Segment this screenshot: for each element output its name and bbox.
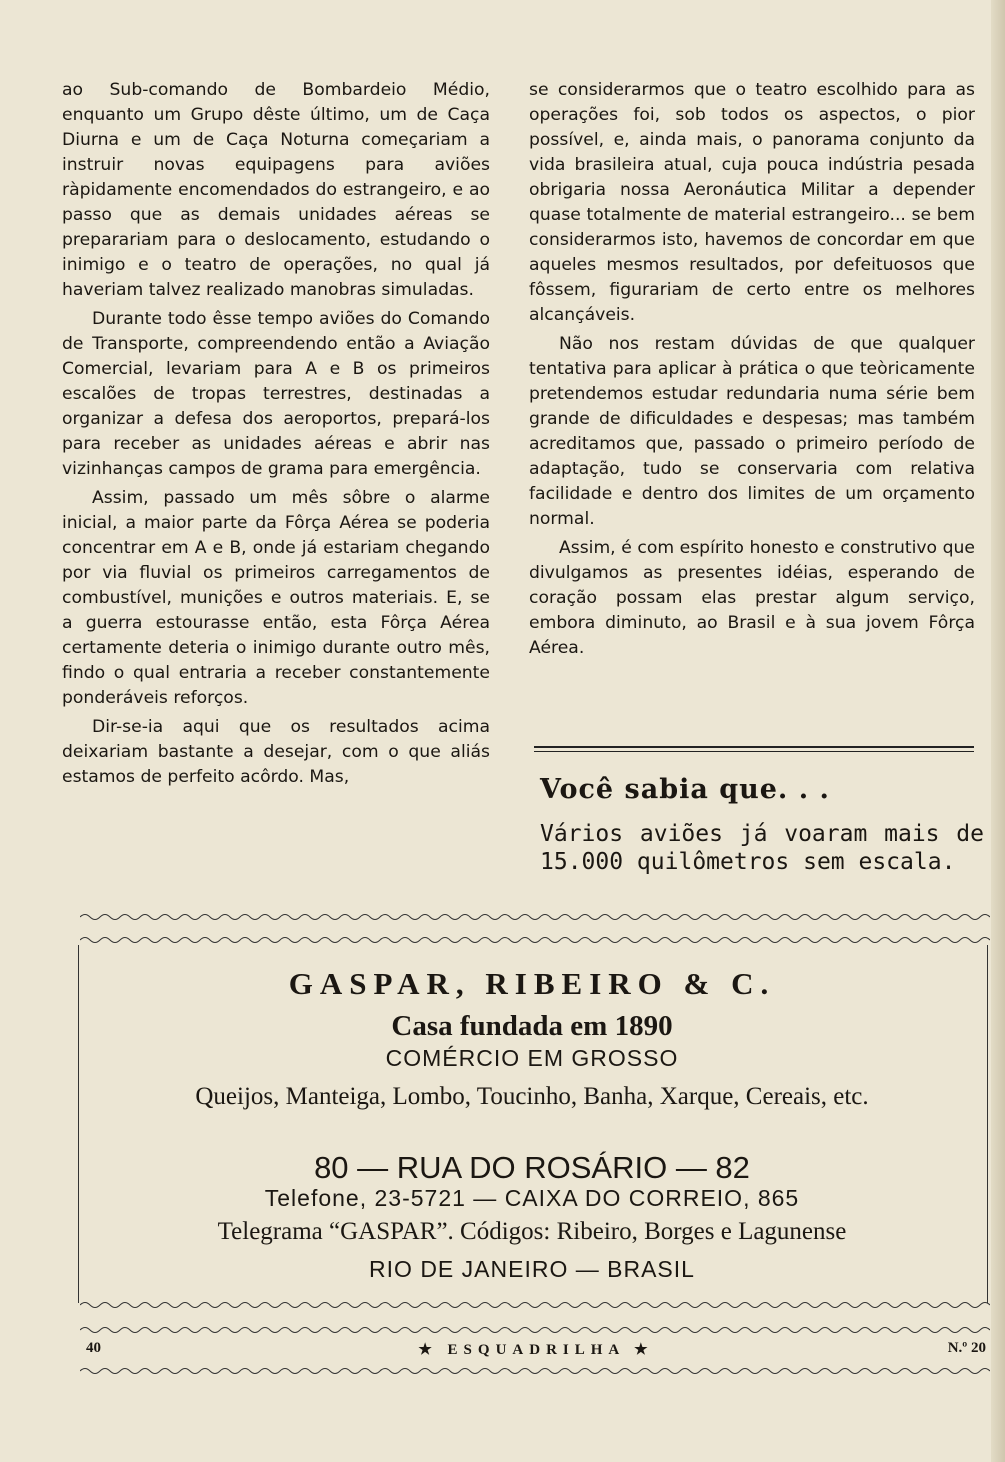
page-edge xyxy=(991,0,1005,1462)
ad-telegram: Telegrama “GASPAR”. Códigos: Ribeiro, Borges e Lagunense xyxy=(217,1218,847,1245)
article-left-column xyxy=(62,78,490,794)
ad-founded: Casa fundada em 1890 xyxy=(391,1010,673,1042)
ad-bottom-border xyxy=(80,1300,990,1310)
magazine-name: ★ ESQUADRILHA ★ xyxy=(418,1342,654,1358)
ad-trade: COMÉRCIO EM GROSSO xyxy=(385,1045,679,1071)
wavy-divider xyxy=(80,912,990,922)
paragraph: Durante todo êsse tempo aviões do Comando de Transporte, compreendendo então a Aviação Comercial, levariam para A e B os primeiros escalões de tropas terrestres, destinadas a organizar a defesa dos aeroportos, prepará-los para receber as unidades aéreas e abrir nas vizinhanças campos de grama para emergência. xyxy=(62,309,490,479)
ad-address: 80 — RUA DO ROSÁRIO — 82 xyxy=(314,1150,750,1185)
issue-number: N.º 20 xyxy=(947,1340,986,1356)
paragraph: Assim, é com espírito honesto e construtivo que divulgamos as presentes idéias, esperando de coração possam elas prestar algum serviço, embora diminuto, ao Brasil e à sua jovem Fôrça Aérea. xyxy=(529,538,975,658)
section-divider xyxy=(534,746,974,752)
ad-products: Queijos, Manteiga, Lombo, Toucinho, Banha, Xarque, Cereais, etc. xyxy=(195,1083,869,1110)
paragraph: Não nos restam dúvidas de que qualquer tentativa para aplicar à prática o que teòricamente pretendemos estudar redundaria numa série bem grande de dificuldades e despesas; mas também acreditamos que, passado o primeiro período de adaptação, tudo se conservaria com relativa facilidade e dentro dos limites de um orçamento normal. xyxy=(529,334,975,529)
footer-bottom-border xyxy=(80,1366,990,1376)
ad-top-border xyxy=(80,935,990,945)
ad-company-name: GASPAR, RIBEIRO & C. xyxy=(288,966,776,1001)
ad-phone: Telefone, 23-5721 — CAIXA DO CORREIO, 865 xyxy=(264,1185,800,1211)
did-you-know-text: Vários aviões já voaram mais de 15.000 quilômetros sem escala. xyxy=(540,821,984,875)
did-you-know-title: Você sabia que. . . xyxy=(540,774,830,805)
page-footer xyxy=(86,1340,986,1366)
paragraph: Assim, passado um mês sôbre o alarme inicial, a maior parte da Fôrça Aérea se poderia concentrar em A e B, onde já estariam chegando por via fluvial os primeiros carregamentos de combustível, munições e outros materiais. E, se a guerra estourasse então, esta Fôrça Aérea certamente deteria o inimigo durante outro mês, findo o qual entraria a receber constantemente ponderáveis reforços. xyxy=(62,488,490,708)
ad-city: RIO DE JANEIRO — BRASIL xyxy=(369,1256,695,1282)
footer-top-border xyxy=(80,1325,990,1335)
paragraph: ao Sub-comando de Bombardeio Médio, enquanto um Grupo dêste último, um de Caça Diurna e um de Caça Noturna começariam a instruir novas equipagens para aviões ràpidamente encomendados do estrangeiro, e ao passo que as demais unidades aéreas se preparariam para o deslocamento, estudando o inimigo e o teatro de operações, no qual já haveriam talvez realizado manobras simuladas. xyxy=(62,80,490,300)
page-number: 40 xyxy=(86,1340,101,1356)
article-right-column xyxy=(529,78,975,665)
paragraph: se considerarmos que o teatro escolhido para as operações foi, sob todos os aspectos, o pior possível, e, ainda mais, o panorama conjunto da vida brasileira atual, cuja pouca indústria pesada obrigaria nossa Aeronáutica Militar a depender quase totalmente de material estrangeiro... se bem considerarmos isto, havemos de concordar em que aqueles mesmos resultados, por defeituosos que fôssem, figurariam de certo entre os melhores alcançáveis. xyxy=(529,80,975,325)
paragraph: Dir-se-ia aqui que os resultados acima deixariam bastante a desejar, com o que aliás estamos de perfeito acôrdo. Mas, xyxy=(62,717,490,787)
